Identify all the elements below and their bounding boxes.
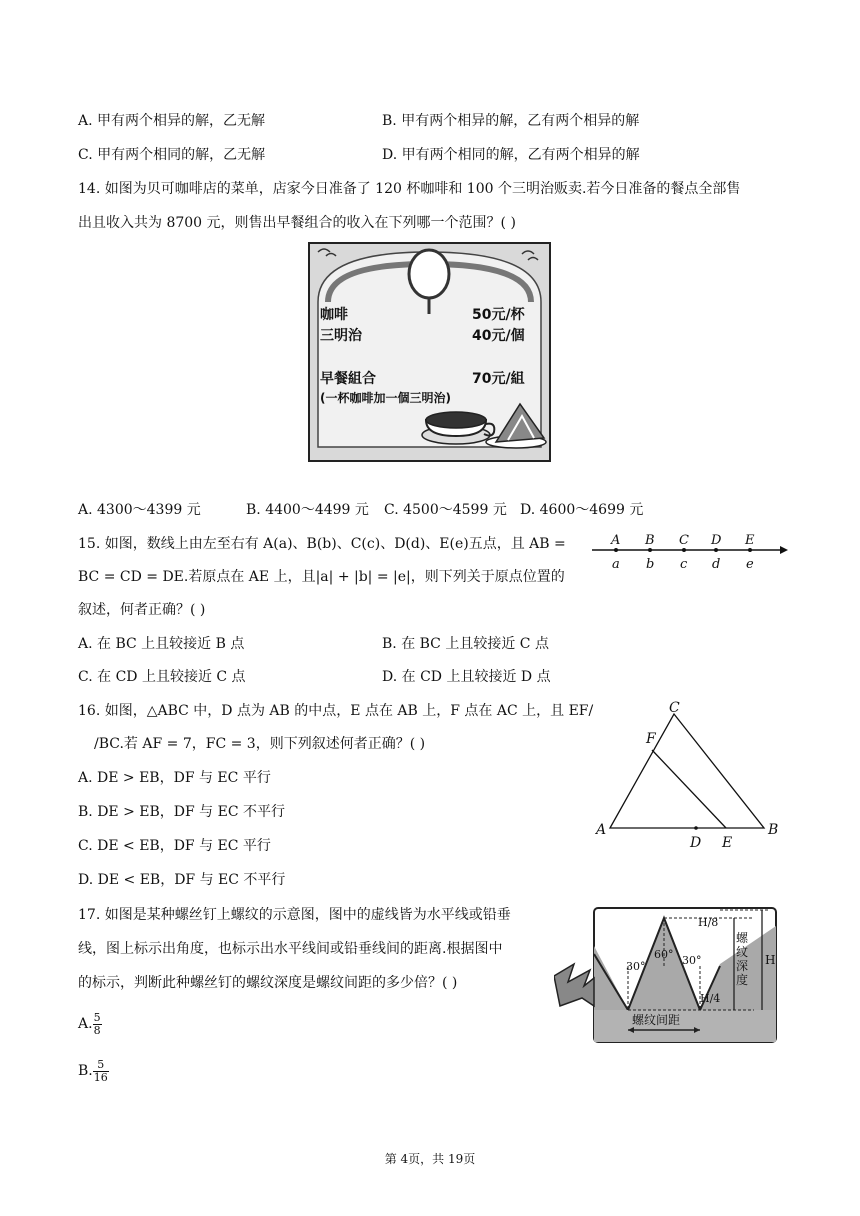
q16-option-c: C. DE < EB，DF 与 EC 平行 — [78, 838, 271, 854]
menu-item-combo: 早餐組合 — [320, 371, 376, 387]
label-E: E — [745, 533, 755, 548]
number-line-figure — [590, 532, 790, 576]
h8-label: H/8 — [698, 916, 719, 929]
q17-option-b — [78, 1057, 109, 1085]
q17-option-b-label: B. — [78, 1063, 93, 1079]
screw-tip — [554, 964, 594, 1006]
vertex-b-label: B — [768, 822, 779, 838]
label-e: e — [746, 557, 754, 572]
menu-price-coffee: 50元/杯 — [472, 307, 525, 323]
q15-option-a: A. 在 BC 上且较接近 B 点 — [78, 636, 245, 652]
q17-option-a-fraction — [93, 1012, 102, 1037]
q15-option-b: B. 在 BC 上且较接近 C 点 — [382, 636, 549, 652]
q17-option-a-numerator: 5 — [93, 1010, 101, 1024]
q15-stem-line2: BC = CD = DE.若原点在 AE 上，且|a| + |b| = |e|，则下列关于原点位置的 — [78, 569, 565, 585]
page-footer: 第 4页，共 19页 — [384, 1152, 476, 1166]
label-c: c — [680, 557, 688, 572]
menu-item-coffee: 咖啡 — [320, 307, 348, 323]
q15-option-d: D. 在 CD 上且较接近 D 点 — [382, 669, 551, 685]
triangle-abc — [610, 714, 764, 828]
point-e-label: E — [722, 835, 733, 851]
point-d-dot — [694, 826, 698, 830]
q17-option-a — [78, 1010, 102, 1038]
point-b-dot — [648, 548, 652, 552]
q17-stem-line1: 17. 如图是某种螺丝钉上螺纹的示意图，图中的虚线皆为水平线或铅垂 — [78, 907, 511, 923]
thread-root — [594, 1010, 776, 1042]
label-a: a — [612, 557, 620, 572]
q15-stem-line1: 15. 如图，数线上由左至右有 A(a)、B(b)、C(c)、D(d)、E(e)五点，且 AB = — [78, 536, 566, 552]
q13-option-a: A. 甲有两个相异的解，乙无解 — [78, 113, 266, 129]
vertex-c-label: C — [669, 700, 680, 716]
point-d-dot — [714, 548, 718, 552]
segment-ef — [652, 750, 726, 828]
label-B: B — [645, 533, 655, 548]
q15-stem-line3: 叙述，何者正确？( ) — [78, 602, 206, 618]
point-e-dot — [748, 548, 752, 552]
q14-option-c: C. 4500～4599 元 — [384, 502, 507, 518]
point-c-dot — [682, 548, 686, 552]
number-line-arrow — [780, 546, 788, 554]
q17-stem-line3: 的标示，判断此种螺丝钉的螺纹深度是螺纹间距的多少倍？( ) — [78, 975, 458, 991]
h-label: H — [765, 953, 776, 967]
q15-option-c: C. 在 CD 上且较接近 C 点 — [78, 669, 246, 685]
label-A: A — [611, 533, 621, 548]
point-a-dot — [614, 548, 618, 552]
label-D: D — [711, 533, 722, 548]
q13-option-b: B. 甲有两个相异的解，乙有两个相异的解 — [382, 113, 640, 129]
q13-option-d: D. 甲有两个相同的解，乙有两个相异的解 — [382, 147, 640, 163]
q17-option-a-label: A. — [78, 1016, 93, 1032]
q17-option-b-fraction — [93, 1059, 109, 1084]
angle-30-left: 30° — [626, 960, 646, 973]
angle-30-right: 30° — [682, 954, 702, 967]
q16-option-b: B. DE > EB，DF 与 EC 不平行 — [78, 804, 285, 820]
screw-thread-figure — [554, 906, 784, 1046]
q14-option-b: B. 4400～4499 元 — [246, 502, 369, 518]
pitch-label: 螺纹间距 — [632, 1013, 681, 1027]
q17-option-b-numerator: 5 — [93, 1059, 109, 1072]
label-C: C — [679, 533, 689, 548]
q17-option-a-denominator: 8 — [93, 1023, 101, 1037]
q17-option-b-denominator: 16 — [93, 1070, 108, 1084]
menu-price-sandwich: 40元/個 — [472, 328, 525, 344]
menu-combo-note: (一杯咖啡加一個三明治) — [320, 391, 451, 405]
menu-price-combo: 70元/組 — [472, 371, 525, 387]
q16-option-a: A. DE > EB，DF 与 EC 平行 — [78, 770, 271, 786]
angle-60: 60° — [654, 948, 674, 961]
depth-char-2: 纹 — [736, 945, 749, 959]
point-d-label: D — [690, 835, 702, 851]
q13-option-c: C. 甲有两个相同的解，乙无解 — [78, 147, 266, 163]
label-b: b — [646, 557, 655, 572]
menu-background — [308, 242, 551, 462]
h4-label: H/4 — [700, 992, 721, 1005]
depth-char-4: 度 — [736, 973, 749, 987]
menu-item-sandwich: 三明治 — [320, 328, 362, 344]
q16-stem-line2: /BC.若 AF = 7，FC = 3，则下列叙述何者正确？( ) — [94, 736, 426, 752]
depth-char-3: 深 — [736, 959, 749, 973]
depth-char-1: 螺 — [736, 931, 749, 945]
q14-stem-line2: 出且收入共为 8700 元，则售出早餐组合的收入在下列哪一个范围？( ) — [78, 215, 516, 231]
q16-option-d: D. DE < EB，DF 与 EC 不平行 — [78, 872, 286, 888]
q16-stem-line1: 16. 如图，△ABC 中，D 点为 AB 的中点，E 点在 AB 上，F 点在 AC 上，且 EF/ — [78, 703, 594, 719]
menu-figure — [308, 242, 551, 462]
point-f-label: F — [646, 731, 656, 747]
triangle-figure — [594, 698, 784, 854]
q14-option-a: A. 4300～4399 元 — [78, 502, 201, 518]
q17-stem-line2: 线，图上标示出角度，也标示出水平线间或铅垂线间的距离.根据图中 — [78, 941, 503, 957]
vertex-a-label: A — [596, 822, 607, 838]
q14-option-d: D. 4600～4699 元 — [520, 502, 644, 518]
label-d: d — [712, 557, 721, 572]
q14-stem-line1: 14. 如图为贝可咖啡店的菜单，店家今日准备了 120 杯咖啡和 100 个三明治贩卖.若今日准备的餐点全部售 — [78, 181, 741, 197]
